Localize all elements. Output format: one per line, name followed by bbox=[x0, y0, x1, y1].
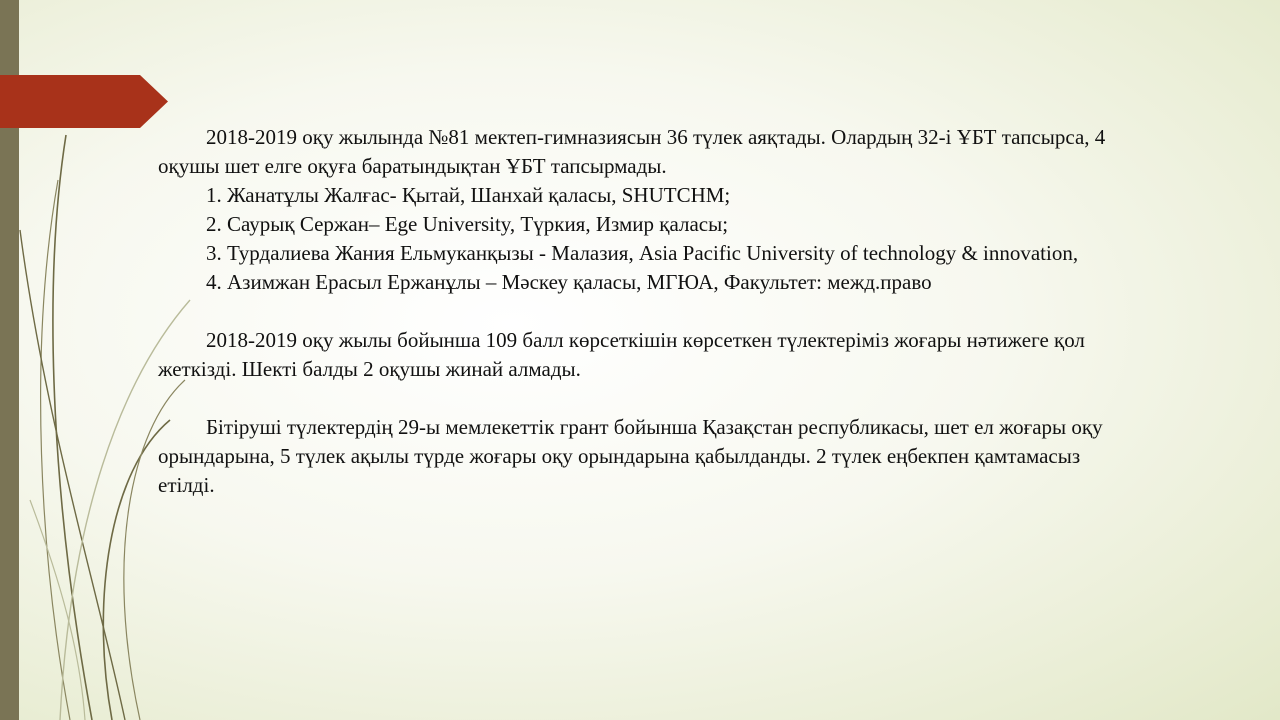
paragraph-admissions: Бітіруші түлектердің 29-ы мемлекеттік грант бойынша Қазақстан республикасы, шет ел жоғары оқу орындарына, 5 түлек ақылы түрде жоғары оқу орындарына қабылданды. 2 түлек еңбекпен қамтамасыз етілді. bbox=[158, 415, 1103, 497]
paragraph-graduates-summary: 2018-2019 оқу жылында №81 мектеп-гимназиясын 36 түлек аяқтады. Олардың 32-і ҰБТ тапсырса, 4 оқушы шет елге оқуға баратындықтан ҰБТ тапсырмады. bbox=[158, 125, 1106, 178]
list-item-2: 2. Саурық Сержан– Ege University, Түркия, Измир қаласы; bbox=[206, 212, 729, 236]
list-item-4: 4. Азимжан Ерасыл Ержанұлы – Мәскеу қаласы, МГЮА, Факультет: межд.право bbox=[206, 270, 932, 294]
paragraph-exam-results: 2018-2019 оқу жылы бойынша 109 балл көрсеткішін көрсеткен түлектеріміз жоғары нәтижеге қол жеткізді. Шекті балды 2 оқушы жинай алмады. bbox=[158, 328, 1085, 381]
list-item-1: 1. Жанатұлы Жалғас- Қытай, Шанхай қаласы, SHUTCHM; bbox=[206, 183, 731, 207]
spacer bbox=[158, 297, 1118, 326]
arrow-banner bbox=[0, 75, 168, 128]
slide-text-body bbox=[158, 123, 1118, 500]
spacer bbox=[158, 384, 1118, 413]
list-item-3: 3. Турдалиева Жания Ельмуканқызы - Малазия, Asia Pacific University of technology & innovation, bbox=[206, 241, 1079, 265]
